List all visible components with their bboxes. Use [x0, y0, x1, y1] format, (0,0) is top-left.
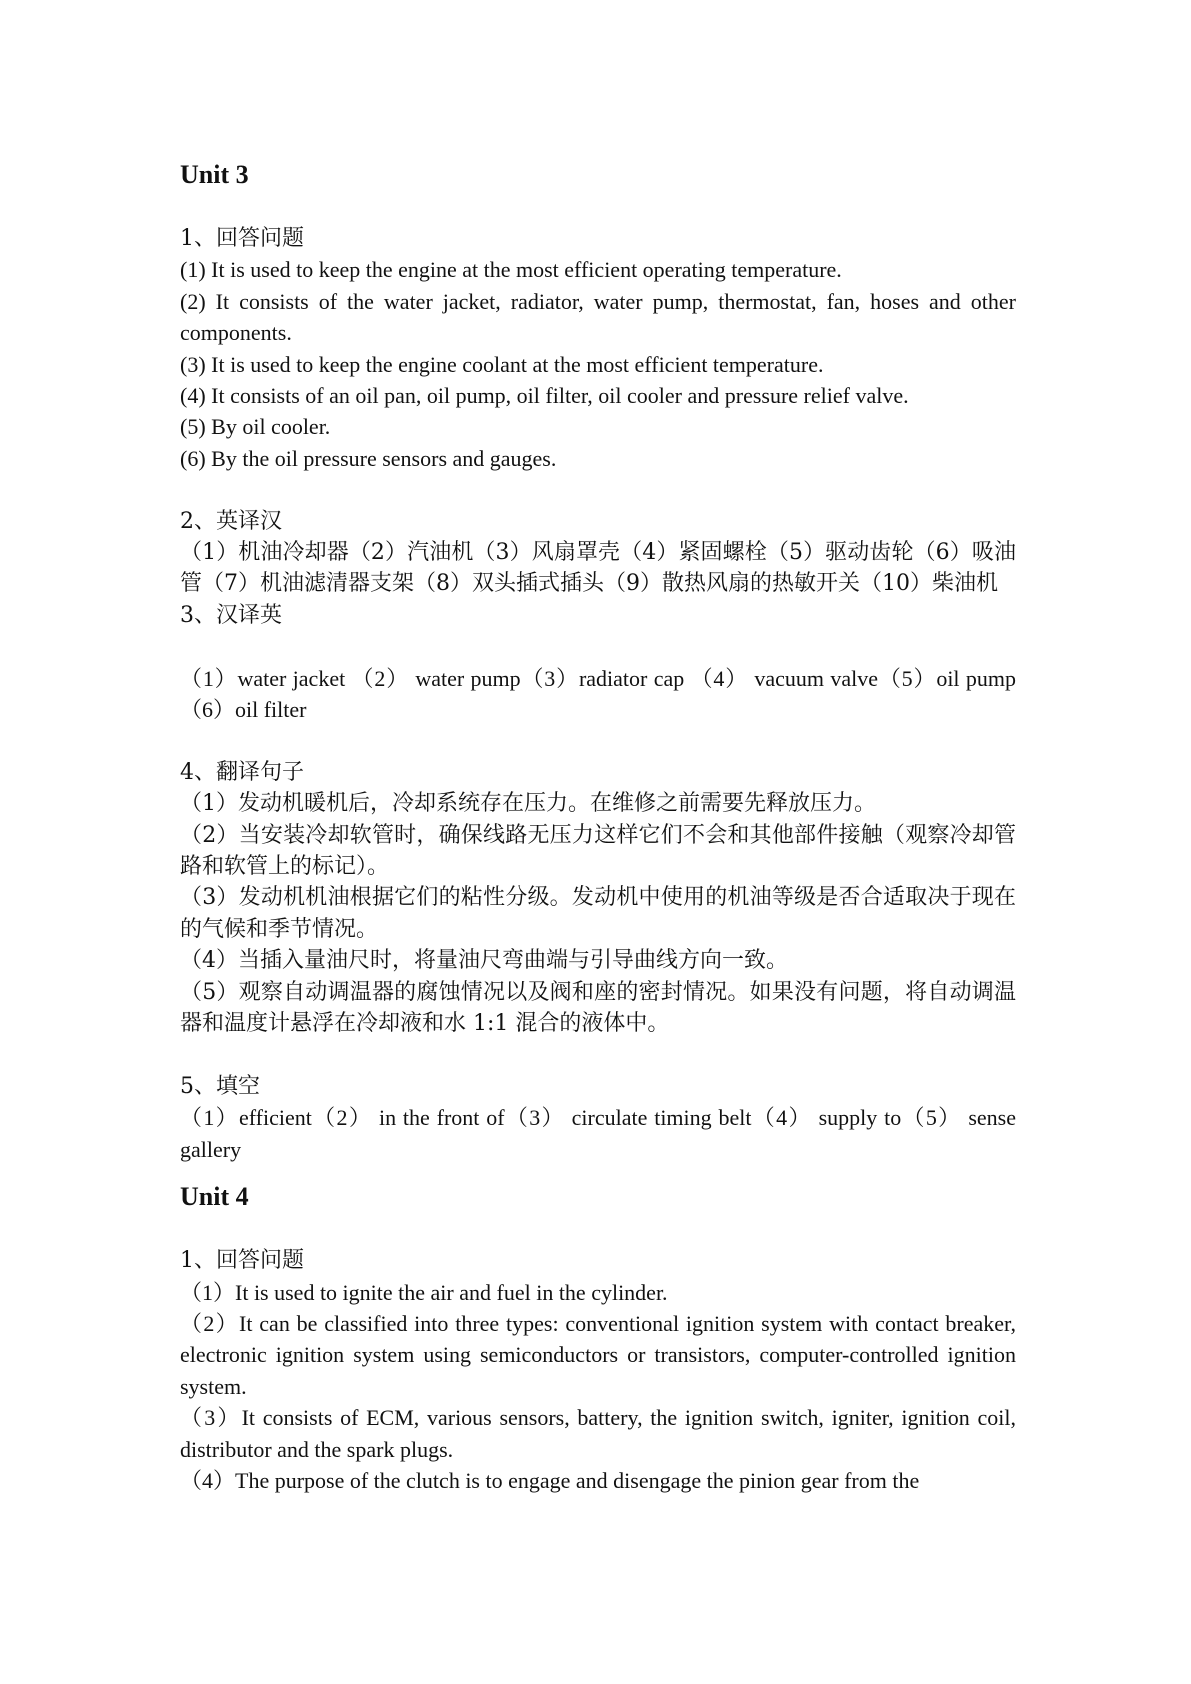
- answer-item: （3）It consists of ECM, various sensors, battery, the ignition switch, igniter, ignition coil, distributor and the spark plugs.: [180, 1405, 1016, 1462]
- unit-3-section-cn-to-en: [180, 600, 1016, 726]
- sentence-item: （3）发动机机油根据它们的粘性分级。发动机中使用的机油等级是否合适取决于现在的气候和季节情况。: [180, 885, 1016, 942]
- translation-list: （1）机油冷却器（2）汽油机（3）风扇罩壳（4）紧固螺栓（5）驱动齿轮（6）吸油管（7）机油滤清器支架（8）双头插式插头（9）散热风扇的热敏开关（10）柴油机: [180, 540, 1016, 597]
- sentence-item: （1）发动机暖机后，冷却系统存在压力。在维修之前需要先释放压力。: [180, 791, 876, 817]
- section-heading: 1、回答问题: [180, 1248, 304, 1274]
- unit-4-section-answer-questions: [180, 1245, 1016, 1496]
- section-heading: 5、填空: [180, 1073, 260, 1099]
- sentence-item: （4）当插入量油尺时，将量油尺弯曲端与引导曲线方向一致。: [180, 948, 788, 974]
- unit-3-title: Unit 3: [180, 160, 249, 189]
- answer-item: （1）It is used to ignite the air and fuel in the cylinder.: [180, 1279, 668, 1305]
- answer-item: (4) It consists of an oil pan, oil pump, oil filter, oil cooler and pressure relief valve.: [180, 383, 909, 409]
- section-heading: 4、翻译句子: [180, 759, 304, 785]
- answer-item: (3) It is used to keep the engine coolant at the most efficient temperature.: [180, 351, 824, 377]
- section-heading: 3、汉译英: [180, 602, 282, 628]
- unit-3-section-fill-blanks: [180, 1071, 1016, 1165]
- answer-item: (6) By the oil pressure sensors and gauges.: [180, 445, 557, 471]
- unit-3-section-translate-sentences: [180, 757, 1016, 1040]
- answer-item: （4）The purpose of the clutch is to engage and disengage the pinion gear from the: [180, 1467, 920, 1493]
- sentence-item: （2）当安装冷却软管时，确保线路无压力这样它们不会和其他部件接触（观察冷却管路和软管上的标记）。: [180, 822, 1016, 880]
- section-heading: 1、回答问题: [180, 226, 304, 251]
- section-heading: 2、英译汉: [180, 508, 282, 534]
- unit-4-title: Unit 4: [180, 1182, 249, 1212]
- answer-item: (5) By oil cooler.: [180, 414, 331, 440]
- answer-item: （2）It can be classified into three types: conventional ignition system with contact breaker, electronic ignition system using semiconductors or transistors, computer-controlled ignition system.: [180, 1310, 1016, 1399]
- unit-3-section-en-to-cn: [180, 506, 1016, 600]
- answer-item: (1) It is used to keep the engine at the most efficient operating temperature.: [180, 257, 842, 283]
- answer-item: (2) It consists of the water jacket, radiator, water pump, thermostat, fan, hoses and other components.: [180, 288, 1016, 346]
- unit-3-section-answer-questions: [180, 223, 1016, 474]
- sentence-item: （5）观察自动调温器的腐蚀情况以及阀和座的密封情况。如果没有问题，将自动调温器和温度计悬浮在冷却液和水 1:1 混合的液体中。: [180, 979, 1016, 1037]
- document-page: [180, 155, 1016, 1496]
- fill-blank-answers: （1）efficient（2） in the front of（3） circulate timing belt（4） supply to（5） sense gallery: [180, 1105, 1016, 1162]
- translation-list: （1）water jacket （2） water pump（3）radiator cap （4） vacuum valve（5）oil pump（6）oil filter: [180, 665, 1016, 723]
